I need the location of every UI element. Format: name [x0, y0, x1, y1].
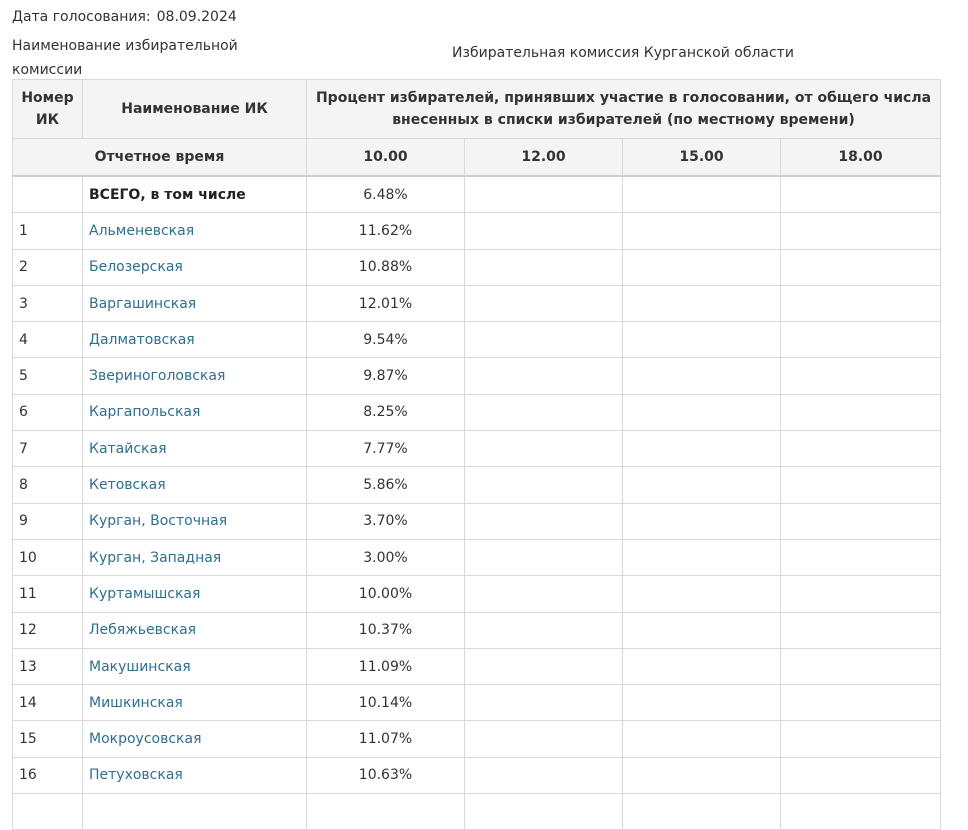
turnout-value	[623, 431, 781, 467]
reporting-time-label: Отчетное время	[13, 139, 307, 177]
turnout-value	[623, 176, 781, 213]
turnout-value	[781, 467, 941, 503]
table-row	[13, 249, 941, 285]
turnout-value	[623, 721, 781, 757]
row-name-cell	[83, 358, 307, 394]
row-number: 13	[13, 648, 83, 684]
table-row	[13, 648, 941, 684]
row-number: 3	[13, 285, 83, 321]
table-row	[13, 431, 941, 467]
row-number: 11	[13, 576, 83, 612]
row-name-cell	[83, 394, 307, 430]
time-header-row	[13, 139, 941, 177]
commission-link[interactable]: Лебяжьевская	[89, 622, 197, 639]
turnout-value: 3.70%	[307, 503, 465, 539]
row-number: 14	[13, 685, 83, 721]
turnout-value	[781, 648, 941, 684]
turnout-value: 7.77%	[307, 431, 465, 467]
turnout-value	[465, 249, 623, 285]
turnout-value: 11.07%	[307, 721, 465, 757]
row-number	[13, 176, 83, 213]
row-number: 9	[13, 503, 83, 539]
turnout-value	[623, 685, 781, 721]
turnout-value: 10.37%	[307, 612, 465, 648]
commission-link[interactable]: Альменевская	[89, 222, 195, 239]
row-name-cell	[83, 249, 307, 285]
turnout-value: 3.00%	[307, 539, 465, 575]
turnout-value	[465, 213, 623, 249]
turnout-value	[465, 394, 623, 430]
turnout-value: 9.54%	[307, 322, 465, 358]
turnout-value: 11.09%	[307, 648, 465, 684]
commission-link[interactable]: Каргапольская	[89, 404, 201, 421]
commission-link[interactable]: Звериноголовская	[89, 368, 226, 385]
turnout-value	[623, 467, 781, 503]
turnout-value	[623, 794, 781, 830]
row-number: 10	[13, 539, 83, 575]
row-name-cell	[83, 322, 307, 358]
voting-date-value: 08.09.2024	[156, 9, 237, 25]
turnout-value: 6.48%	[307, 176, 465, 213]
turnout-value: 11.62%	[307, 213, 465, 249]
row-number: 1	[13, 213, 83, 249]
turnout-value	[781, 285, 941, 321]
row-number: 16	[13, 757, 83, 793]
commission-label: Наименование избирательной комиссии	[12, 38, 238, 78]
table-row	[13, 721, 941, 757]
row-name-cell	[83, 757, 307, 793]
turnout-value	[781, 431, 941, 467]
turnout-value	[781, 612, 941, 648]
row-name-cell	[83, 794, 307, 830]
turnout-value	[623, 213, 781, 249]
turnout-value	[781, 721, 941, 757]
row-number: 4	[13, 322, 83, 358]
time-header: 10.00	[307, 139, 465, 177]
turnout-value	[465, 503, 623, 539]
turnout-value	[465, 539, 623, 575]
row-name-cell	[83, 539, 307, 575]
turnout-value	[781, 322, 941, 358]
total-row	[13, 176, 941, 213]
turnout-value	[781, 249, 941, 285]
turnout-value	[623, 249, 781, 285]
turnout-value	[781, 576, 941, 612]
turnout-value	[781, 213, 941, 249]
turnout-value	[465, 322, 623, 358]
turnout-value: 8.25%	[307, 394, 465, 430]
turnout-value: 5.86%	[307, 467, 465, 503]
turnout-value	[465, 685, 623, 721]
turnout-value	[465, 648, 623, 684]
commission-name: Избирательная комиссия Курганской области	[452, 45, 794, 61]
row-number: 6	[13, 394, 83, 430]
turnout-value	[465, 467, 623, 503]
row-number: 8	[13, 467, 83, 503]
table-row	[13, 612, 941, 648]
table-row	[13, 322, 941, 358]
turnout-value	[781, 503, 941, 539]
header-row	[13, 80, 941, 139]
turnout-value	[465, 721, 623, 757]
turnout-value	[781, 794, 941, 830]
commission-link[interactable]: Курган, Западная	[89, 549, 222, 566]
turnout-value	[623, 394, 781, 430]
table-row	[13, 213, 941, 249]
commission-link[interactable]: Катайская	[89, 440, 167, 457]
turnout-value	[781, 757, 941, 793]
table-row	[13, 285, 941, 321]
table-row	[13, 503, 941, 539]
voting-date-label: Дата голосования:	[12, 9, 151, 25]
turnout-value	[623, 322, 781, 358]
turnout-value	[781, 358, 941, 394]
table-row	[13, 358, 941, 394]
turnout-value: 10.63%	[307, 757, 465, 793]
row-number: 5	[13, 358, 83, 394]
row-name-cell	[83, 612, 307, 648]
row-number	[13, 794, 83, 830]
turnout-value	[465, 612, 623, 648]
turnout-value	[465, 757, 623, 793]
turnout-value	[623, 539, 781, 575]
commission-link[interactable]: Мокроусовская	[89, 731, 202, 748]
voting-date	[12, 8, 237, 26]
commission-link[interactable]: Кетовская	[89, 477, 166, 494]
turnout-value	[307, 794, 465, 830]
time-header: 18.00	[781, 139, 941, 177]
turnout-value	[623, 503, 781, 539]
col-header-percent: Процент избирателей, принявших участие в голосовании, от общего числа внесенных в списки избирателей (по местному времени)	[307, 80, 941, 139]
turnout-value	[465, 358, 623, 394]
row-name-cell	[83, 685, 307, 721]
time-header: 12.00	[465, 139, 623, 177]
table-row	[13, 467, 941, 503]
turnout-value	[623, 576, 781, 612]
row-name-cell	[83, 431, 307, 467]
time-header: 15.00	[623, 139, 781, 177]
commission-link[interactable]: Далматовская	[89, 331, 195, 348]
row-name-cell	[83, 285, 307, 321]
row-number: 12	[13, 612, 83, 648]
turnout-value	[781, 176, 941, 213]
table-row	[13, 576, 941, 612]
turnout-value	[623, 285, 781, 321]
table-row	[13, 394, 941, 430]
row-name-cell	[83, 213, 307, 249]
commission-link[interactable]: Курган, Восточная	[89, 513, 228, 530]
turnout-value	[781, 539, 941, 575]
table-row	[13, 757, 941, 793]
turnout-value	[781, 685, 941, 721]
row-name-cell	[83, 503, 307, 539]
commission-link[interactable]: Варгашинская	[89, 295, 197, 312]
row-name: ВСЕГО, в том числе	[83, 176, 307, 213]
table-row	[13, 539, 941, 575]
turnout-value	[623, 757, 781, 793]
turnout-value: 10.00%	[307, 576, 465, 612]
turnout-value	[623, 648, 781, 684]
col-header-number: Номер ИК	[13, 80, 83, 139]
turnout-value: 10.88%	[307, 249, 465, 285]
row-name-cell	[83, 467, 307, 503]
row-number: 15	[13, 721, 83, 757]
col-header-name: Наименование ИК	[83, 80, 307, 139]
turnout-table	[12, 79, 941, 830]
commission-link[interactable]: Петуховская	[89, 767, 183, 784]
turnout-value: 9.87%	[307, 358, 465, 394]
turnout-value	[781, 394, 941, 430]
turnout-value	[465, 176, 623, 213]
commission-link[interactable]: Куртамышская	[89, 585, 201, 602]
row-number: 2	[13, 249, 83, 285]
turnout-value	[465, 285, 623, 321]
commission-link[interactable]: Белозерская	[89, 259, 183, 276]
commission-link[interactable]: Мишкинская	[89, 694, 183, 711]
turnout-value	[623, 358, 781, 394]
turnout-value: 10.14%	[307, 685, 465, 721]
turnout-value	[465, 431, 623, 467]
turnout-value	[623, 612, 781, 648]
commission-link[interactable]: Макушинская	[89, 658, 191, 675]
table-row	[13, 794, 941, 830]
turnout-value: 12.01%	[307, 285, 465, 321]
turnout-value	[465, 794, 623, 830]
row-number: 7	[13, 431, 83, 467]
turnout-value	[465, 576, 623, 612]
row-name-cell	[83, 648, 307, 684]
row-name-cell	[83, 576, 307, 612]
table-row	[13, 685, 941, 721]
row-name-cell	[83, 721, 307, 757]
